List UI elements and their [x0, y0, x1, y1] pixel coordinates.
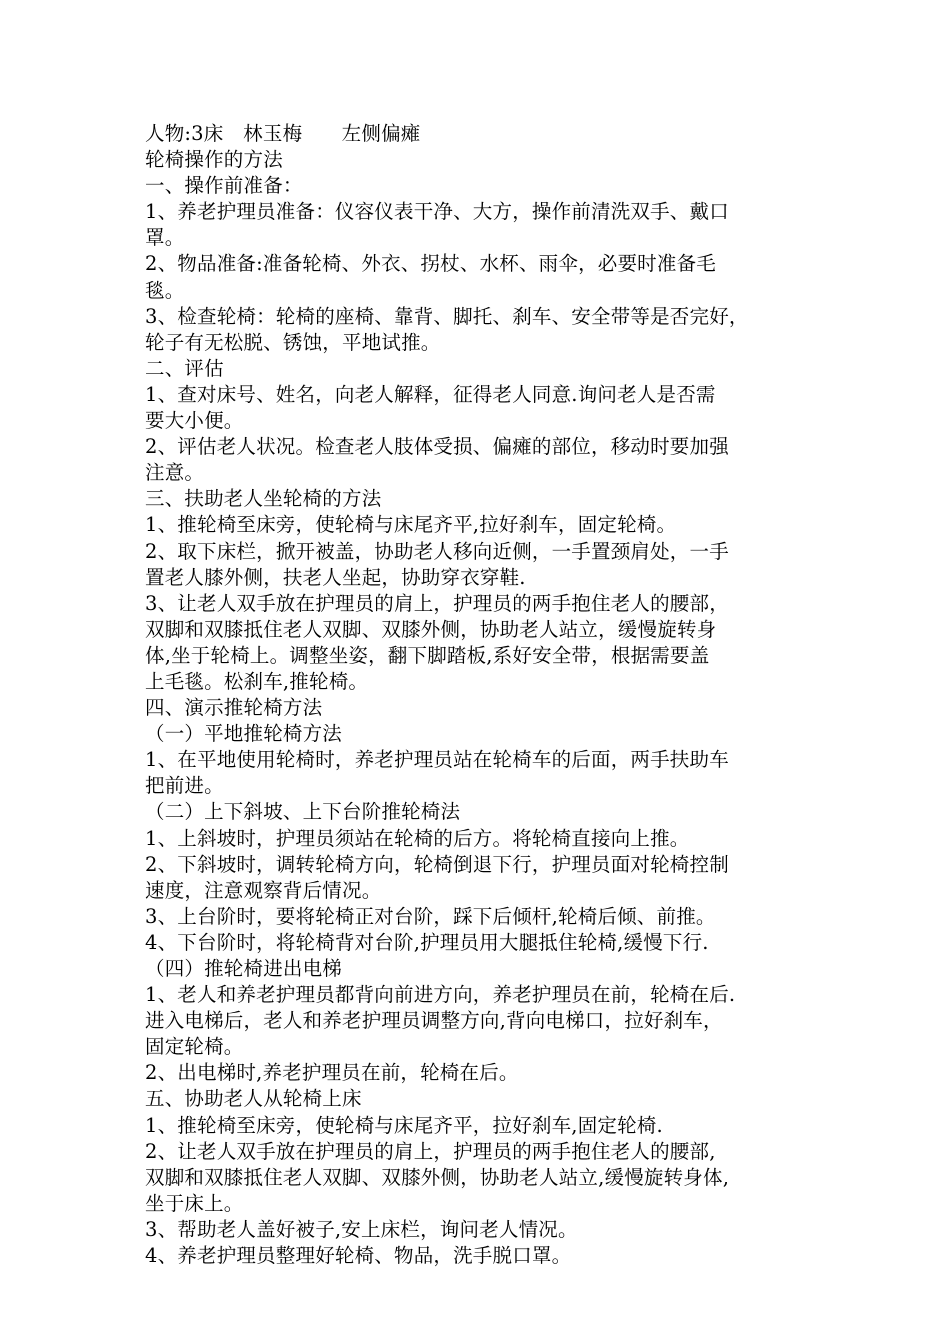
text-line: 固定轮椅。 — [145, 1035, 244, 1059]
text-line: 进入电梯后，老人和养老护理员调整方向,背向电梯口，拉好刹车， — [145, 1009, 723, 1033]
document-body — [145, 121, 835, 1269]
text-line: 3、检查轮椅：轮椅的座椅、靠背、脚托、刹车、安全带等是否完好， — [145, 304, 749, 328]
text-line: 2、下斜坡时，调转轮椅方向，轮椅倒退下行，护理员面对轮椅控制 — [145, 852, 729, 876]
text-line: 1、推轮椅至床旁，使轮椅与床尾齐平，拉好刹车,固定轮椅. — [145, 1113, 663, 1137]
text-line: 要大小便。 — [145, 409, 244, 433]
text-line: 2、评估老人状况。检查老人肢体受损、偏瘫的部位，移动时要加强 — [145, 435, 729, 459]
text-line: 2、取下床栏，掀开被盖，协助老人移向近侧，一手置颈肩处，一手 — [145, 539, 729, 563]
section-heading-preparation: 一、操作前准备： — [145, 174, 303, 198]
text-line: 置老人膝外侧，扶老人坐起，协助穿衣穿鞋. — [145, 565, 526, 589]
text-line: 罩。 — [145, 226, 185, 250]
text-line: 1、上斜坡时，护理员须站在轮椅的后方。将轮椅直接向上推。 — [145, 826, 690, 850]
text-line: 4、下台阶时，将轮椅背对台阶,护理员用大腿抵住轮椅,缓慢下行. — [145, 930, 709, 954]
text-line: 1、老人和养老护理员都背向前进方向，养老护理员在前，轮椅在后. — [145, 983, 736, 1007]
text-line: 3、上台阶时，要将轮椅正对台阶，踩下后倾杆,轮椅后倾、前推。 — [145, 904, 716, 928]
subsection-heading: （二）上下斜坡、上下台阶推轮椅法 — [145, 800, 461, 824]
text-line: 2、让老人双手放在护理员的肩上，护理员的两手抱住老人的腰部, — [145, 1139, 716, 1163]
subsection-heading: （四）推轮椅进出电梯 — [145, 957, 343, 980]
text-line: 注意。 — [145, 461, 205, 485]
text-line: 速度，注意观察背后情况。 — [145, 878, 382, 902]
text-line: 1、推轮椅至床旁，使轮椅与床尾齐平,拉好刹车，固定轮椅。 — [145, 513, 677, 537]
text-line: 1、查对床号、姓名，向老人解释，征得老人同意.询问老人是否需 — [145, 382, 716, 406]
section-heading-assist-sitting: 三、扶助老人坐轮椅的方法 — [145, 487, 382, 511]
text-line: 坐于床上。 — [145, 1191, 244, 1215]
text-line: 2、物品准备:准备轮椅、外衣、拐杖、水杯、雨伞，必要时准备毛 — [145, 252, 716, 276]
document-title: 轮椅操作的方法 — [145, 148, 283, 172]
section-heading-assessment: 二、评估 — [145, 356, 224, 380]
text-line: 体,坐于轮椅上。调整坐姿，翻下脚踏板,系好安全带，根据需要盖 — [145, 643, 710, 667]
text-line: 1、养老护理员准备：仪容仪表干净、大方，操作前清洗双手、戴口 — [145, 200, 729, 224]
text-line: 4、养老护理员整理好轮椅、物品，洗手脱口罩。 — [145, 1244, 572, 1268]
text-line: 2、出电梯时,养老护理员在前，轮椅在后。 — [145, 1061, 519, 1085]
section-heading-pushing-methods: 四、演示推轮椅方法 — [145, 696, 323, 720]
text-line: 双脚和双膝抵住老人双脚、双膝外侧，协助老人站立，缓慢旋转身 — [145, 617, 717, 641]
text-line: 轮子有无松脱、锈蚀，平地试推。 — [145, 330, 441, 354]
patient-info-line: 人物:3床 林玉梅 左侧偏瘫 — [145, 122, 421, 145]
text-line: 双脚和双膝抵住老人双脚、双膝外侧，协助老人站立,缓慢旋转身体, — [145, 1165, 730, 1189]
section-heading-assist-bed: 五、协助老人从轮椅上床 — [145, 1087, 362, 1111]
text-line: 3、让老人双手放在护理员的肩上，护理员的两手抱住老人的腰部， — [145, 591, 729, 615]
subsection-heading: （一）平地推轮椅方法 — [145, 722, 343, 746]
text-line: 1、在平地使用轮椅时，养老护理员站在轮椅车的后面，两手扶助车 — [145, 748, 729, 772]
text-line: 3、帮助老人盖好被子,安上床栏，询问老人情况。 — [145, 1217, 578, 1241]
text-line: 把前进。 — [145, 774, 224, 798]
text-line: 上毛毯。松刹车,推轮椅。 — [145, 669, 369, 693]
text-line: 毯。 — [145, 278, 185, 302]
